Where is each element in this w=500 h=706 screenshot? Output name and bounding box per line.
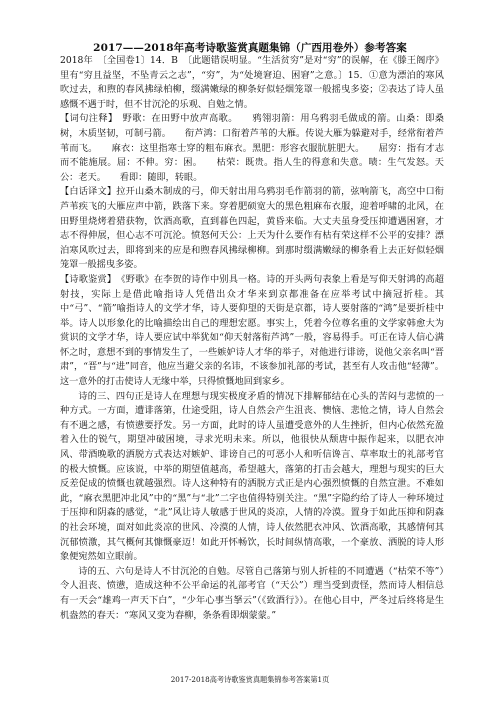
paragraph-appreciation: 【诗歌鉴赏】 《野歌》在李贺的诗作中别具一格。诗的开头两句表象上看是写仰天射鸿的高超射技，实际上是借此喻指诗人凭借出众才华来到京都准备在应举考试中摘冠折桂。其中“弓”、“箭”喻指诗人的文学才华，诗人要仰望的天街是京都，诗人要射落的“鸿”是要折桂中举。诗人以形象化的比喻描绘出自己的理想宏愿。事实上，凭着今位尊名重的文学家韩愈大为赏识的文学才华，诗人要应试中举犹如“仰天射落衔芦鸿”一般，容易得手。可正在诗人信心满怀之时，意想不到的事情发生了，一些嫉妒诗人才华的举子，对他进行诽谤，说他父亲名叫“晋肃”，“晋”与“进”同音，他应当避父亲的名讳，不该参加礼部的考试，甚至有人攻击他“轻薄”。这一意外的打击使诗人无缘中举，只得愤慨地回到家乡。 — [60, 273, 444, 388]
answer-body — [60, 54, 444, 623]
paragraph-analysis-lines-5-6: 诗的五、六句是诗人不甘沉沦的自勉。尽管自己落第与别人折桂的不同遭遇（“枯荣不等”）令人沮丧、愤懑，造成这种不公平命运的礼部考官（“天公”）理当受到责怪，然而诗人相信总有一天会“雄鸡一声天下白”，“少年心事当拏云”（《致酒行》）。在他心目中，严冬过后终将是生机盎然的春天：“寒风又变为春柳，条条看即烟蒙蒙。” — [60, 565, 444, 621]
page-footer: 2017-2018高考诗歌鉴赏真题集锦参考答案第1页 — [170, 675, 330, 684]
paragraph-word-notes: 【词句注释】 野歌：在田野中放声高歌。 鸦翎羽箭：用乌鸦羽毛做成的箭。山桑：即桑树，木质坚韧，可制弓箭。 衔芦鸿：口衔着芦苇的大雁。传说大雁为躲避对手，经常衔着芦苇而飞。 麻衣：这里指寒士穿的粗布麻衣。黑肥：形容衣服肮脏肥大。 屈穷：指有才志而不能施展。屈：不伸。穷：困。 枯荣：既贵。指人生的得意和失意。啧：生气发怒。天公：老天。 看即：随即，转眼。 — [60, 113, 444, 183]
paragraph-analysis-lines-3-4: 诗的三、四句正是诗人在理想与现实极度矛盾的情况下排解郁结在心头的苦闷与悲愤的一种方式。一方面，遭诽落第，仕途受阻，诗人自然会产生沮丧、懊恼、悲怆之情，诗人自然会有不遇之感，有愤懑要抒发。另一方面，此时的诗人虽遭受意外的人生挫折，但内心依然充盈着入仕的锐气，期望冲破困境，寻求光明未来。所以，他很快从颓唐中振作起来，以肥衣冲风、带酒晚歌的洒脱方式表达对嫉妒、诽谤自己的可恶小人和听信谗言、草率取士的礼部考官的极大愤慨。应该说，中举的期望值越高，希望越大，落第的打击会越大，理想与现实的巨大反差促成的愤慨也就越强烈。诗人这种特有的洒脱方式正是内心强烈愤慨的自然宣泄。不难如此，“麻衣黑肥冲北风”中的“黑”与“北”二字也值得特别关注。“黑”字隐约给了诗人一种环境过于压抑和阴森的感觉，“北”风让诗人敏感于世风的炎凉，人情的冷漠。置身于如此压抑和阴森的社会环境，面对如此炎凉的世风、冷漠的人情，诗人依然肥衣冲风、饮酒高歌，其感情何其沉郁愤激，其气概何其慷慨豪迈！如此开怀畅饮，长时间纵情高歌，一个豪放、洒脱的诗人形象便宛然如立眼前。 — [60, 390, 444, 563]
page-title: 2017——2018年高考诗歌鉴赏真题集锦（广西用卷外）参考答案 — [93, 42, 407, 54]
paragraph-answers: 2018年 〔全国卷1〕14．B 〔此题错误明显。“生活贫穷”是对“穷”的误解，在《滕王阁序》里有“穷且益坚，不坠青云之志”，“穷”，为“处境窘迫、困窘”之意。〕15．①意为漂泊的寒风吹过去，和煦的春风拂绿柏柳，缀满嫩绿的柳条好似轻烟笼罩一般摇曳多姿；②表达了诗人虽感慨不遇于时，但不甘沉沦的乐观、自勉之情。 — [60, 55, 444, 110]
paragraph-translation: 【白话译文】拉开山桑木制成的弓，仰天射出用乌鸦羽毛作箭羽的箭，弦响箭飞，高空中口衔芦苇疾飞的大雁应声中箭，跌落下来。穿着肥硕宽大的黑色粗麻布衣服，迎着呼啸的北风，在田野里烧烤着猎获物，饮酒高歌，直到暮色四起，黄昏来临。大丈夫虽身受压抑遭遇困窘，才志不得伸展，但心志不可沉沦。愤怒何天公：上天为什么要作有枯有荣这样不公平的安排？漂泊寒风吹过去，即将到来的应是和煦春风拂绿柳柳。到那时缀满嫩绿的柳条看上去正好似轻烟笼罩一般摇曳多姿。 — [60, 186, 444, 271]
